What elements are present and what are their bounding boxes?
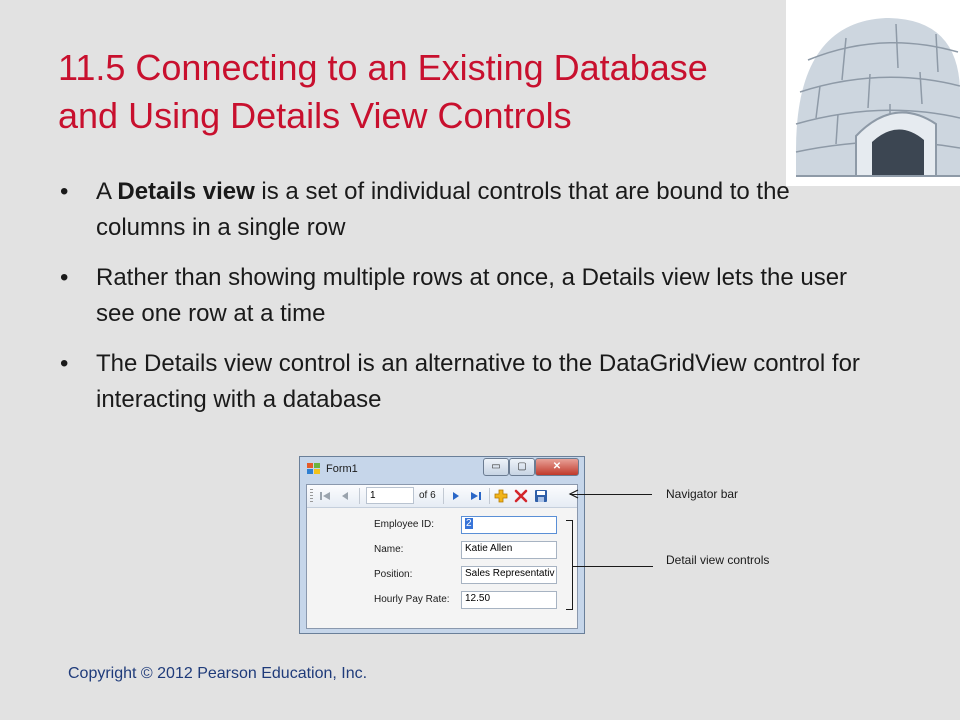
move-last-icon[interactable] — [468, 488, 484, 504]
bullet-item — [60, 346, 860, 418]
bullet-text-prefix: A — [96, 178, 118, 205]
app-icon — [307, 463, 321, 475]
close-button[interactable]: ✕ — [535, 458, 579, 476]
detail-controls-bracket — [566, 520, 573, 610]
bullet-text-suffix: is a set of individual controls that are bound to the columns in a single row — [96, 178, 790, 241]
position-input[interactable] — [366, 487, 414, 504]
detail-callout-line — [573, 566, 653, 567]
name-label: Name: — [374, 544, 404, 555]
toolbar-separator — [489, 488, 490, 504]
navigator-bar — [307, 485, 577, 508]
position-field[interactable] — [461, 566, 557, 584]
move-previous-icon[interactable] — [337, 488, 353, 504]
bullet-dot: • — [60, 350, 69, 377]
bullet-text: The Details view control is an alternative to the DataGridView control for interacting with a database — [96, 350, 860, 413]
igloo-image — [786, 0, 960, 186]
employee-id-value: 2 — [466, 518, 472, 529]
toolbar-grip[interactable] — [310, 489, 313, 503]
navigator-bar-callout: Navigator bar — [666, 487, 739, 501]
bullet-item — [60, 174, 860, 246]
copyright-footer: Copyright © 2012 Pearson Education, Inc. — [68, 665, 368, 682]
name-value: Katie Allen — [465, 543, 513, 554]
employee-id-field[interactable] — [461, 516, 557, 534]
form-titlebar — [300, 457, 584, 483]
form-window — [299, 456, 585, 634]
bullet-dot: • — [60, 264, 69, 291]
delete-icon[interactable] — [513, 488, 529, 504]
slide-title — [58, 44, 858, 140]
name-field[interactable] — [461, 541, 557, 559]
hourly-pay-rate-label: Hourly Pay Rate: — [374, 594, 450, 605]
bullet-dot: • — [60, 178, 69, 205]
hourly-pay-rate-value: 12.50 — [465, 593, 491, 604]
detail-view-controls-callout: Detail view controls — [666, 553, 770, 567]
save-icon[interactable] — [533, 488, 549, 504]
minimize-button[interactable]: ▭ — [483, 458, 509, 476]
move-first-icon[interactable] — [317, 488, 333, 504]
position-value: Sales Representativ — [465, 568, 555, 579]
navigator-callout-line — [570, 494, 652, 495]
bullet-list — [60, 174, 860, 432]
slide-title-line-2: and Using Details View Controls — [58, 95, 572, 136]
toolbar-separator — [359, 488, 360, 504]
add-new-icon[interactable] — [493, 488, 509, 504]
slide-title-line-1: 11.5 Connecting to an Existing Database — [58, 47, 708, 88]
bullet-text: Rather than showing multiple rows at once, a Details view lets the user see one row at a time — [96, 264, 848, 327]
form-client-area — [306, 484, 578, 629]
position-label: Position: — [374, 569, 413, 580]
bullet-text-bold: Details view — [117, 178, 255, 205]
bullet-item — [60, 260, 860, 332]
employee-id-label: Employee ID: — [374, 519, 435, 530]
move-next-icon[interactable] — [448, 488, 464, 504]
hourly-pay-rate-field[interactable] — [461, 591, 557, 609]
form-title: Form1 — [326, 463, 358, 475]
toolbar-separator — [443, 488, 444, 504]
record-count-label: of 6 — [419, 490, 436, 501]
maximize-button[interactable]: ▢ — [509, 458, 535, 476]
